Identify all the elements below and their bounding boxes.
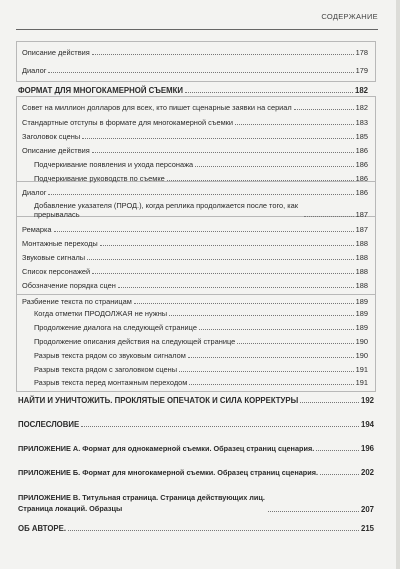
toc-entry-label: Добавление указателя (ПРОД.), когда реплика продолжается после того, как прерывалась [34, 201, 298, 219]
dot-leader [54, 231, 354, 232]
dot-leader [235, 124, 354, 125]
toc-entry-page: 186 [355, 188, 368, 197]
toc-entry-chapter[interactable] [18, 468, 374, 477]
toc-entry-label: Диалог [22, 188, 47, 197]
dot-leader [169, 315, 354, 316]
toc-entry[interactable] [22, 267, 368, 276]
dot-leader [320, 474, 359, 475]
toc-entry[interactable] [22, 48, 368, 57]
toc-entry-page: 189 [355, 297, 368, 306]
dot-leader [185, 92, 353, 93]
toc-entry-page: 186 [355, 146, 368, 155]
toc-entry-label: Подчеркивание руководств по съемке [34, 174, 165, 183]
dot-leader [92, 152, 354, 153]
toc-entry[interactable] [22, 103, 368, 112]
toc-entry-page: 190 [355, 337, 368, 346]
toc-entry-label: ОБ АВТОРЕ. [18, 524, 66, 533]
toc-entry-page: 183 [355, 118, 368, 127]
toc-entry-sub[interactable] [34, 309, 368, 318]
toc-entry-sub[interactable] [34, 174, 368, 183]
toc-entry-page: 196 [360, 444, 374, 453]
toc-entry-chapter[interactable] [18, 524, 374, 533]
toc-entry-page: 182 [354, 86, 368, 95]
toc-entry-label: Список персонажей [22, 267, 91, 276]
toc-entry-page: 188 [355, 281, 368, 290]
dot-leader [81, 426, 359, 427]
toc-entry-page: 191 [355, 378, 368, 387]
dot-leader [199, 329, 354, 330]
toc-entry-label: ПРИЛОЖЕНИЕ А. Формат для однокамерной съемки. Образец страниц сценария. [18, 444, 315, 453]
toc-entry-sub[interactable] [34, 323, 368, 332]
toc-entry-page: 182 [355, 103, 368, 112]
toc-entry-label: Когда отметки ПРОДОЛЖАЯ не нужны [34, 309, 168, 318]
toc-entry-label: ПРИЛОЖЕНИЕ Б. Формат для многокамерной съемки. Образец страниц сценария. [18, 468, 319, 477]
toc-entry-label: Совет на миллион долларов для всех, кто пишет сценарные заявки на сериал [22, 103, 292, 112]
toc-entry-label: Разрыв текста перед монтажным переходом [34, 378, 188, 387]
toc-entry-page: 215 [360, 524, 374, 533]
toc-entry-page: 188 [355, 239, 368, 248]
toc-entry-label: Обозначение порядка сцен [22, 281, 116, 290]
toc-entry-label: ПРИЛОЖЕНИЕ В. Титульная страница. Страница действующих лиц. Страница локаций. Образцы [18, 493, 265, 513]
toc-entry-label: Разбиение текста по страницам [22, 297, 132, 306]
dot-leader [316, 450, 359, 451]
toc-entry[interactable] [22, 66, 368, 75]
toc-entry-sub[interactable] [34, 201, 368, 219]
toc-entry-chapter[interactable] [18, 492, 374, 514]
toc-entry[interactable] [22, 118, 368, 127]
toc-entry-label: Продолжение диалога на следующей странице [34, 323, 197, 332]
toc-entry-label: Продолжение описания действия на следующей странице [34, 337, 236, 346]
toc-entry-label: НАЙТИ И УНИЧТОЖИТЬ. ПРОКЛЯТЫЕ ОПЕЧАТОК И СИЛА КОРРЕКТУРЫ [18, 396, 299, 405]
toc-entry-page: 186 [355, 174, 368, 183]
dot-leader [268, 511, 359, 512]
dot-leader [68, 530, 359, 531]
toc-entry[interactable] [22, 225, 368, 234]
running-header: СОДЕРЖАНИЕ [321, 12, 378, 21]
toc-entry-page: 186 [355, 160, 368, 169]
dot-leader [188, 357, 354, 358]
toc-entry-sub[interactable] [34, 365, 368, 374]
toc-entry-page: 189 [355, 323, 368, 332]
toc-entry-page: 207 [360, 505, 374, 514]
toc-entry-page: 187 [355, 210, 368, 219]
toc-entry-sub[interactable] [34, 351, 368, 360]
toc-entry-sub[interactable] [34, 378, 368, 387]
toc-entry-page: 188 [355, 267, 368, 276]
toc-entry-label: Монтажные переходы [22, 239, 98, 248]
toc-entry[interactable] [22, 297, 368, 306]
toc-entry-chapter[interactable] [18, 396, 374, 405]
toc-entry-sub[interactable] [34, 337, 368, 346]
toc-entry-page: 187 [355, 225, 368, 234]
toc-entry-label: Диалог [22, 66, 47, 75]
toc-entry-page: 202 [360, 468, 374, 477]
toc-entry-page: 190 [355, 351, 368, 360]
toc-entry-label: Ремарка [22, 225, 52, 234]
toc-entry-chapter[interactable] [18, 420, 374, 429]
dot-leader [92, 273, 354, 274]
dot-leader [87, 259, 354, 260]
toc-entry-label: Описание действия [22, 48, 90, 57]
dot-leader [237, 343, 353, 344]
toc-entry-page: 178 [355, 48, 368, 57]
toc-entry-page: 189 [355, 309, 368, 318]
toc-entry[interactable] [22, 188, 368, 197]
toc-entry-label: ПОСЛЕСЛОВИЕ [18, 420, 80, 429]
dot-leader [134, 303, 354, 304]
dot-leader [300, 402, 359, 403]
dot-leader [82, 138, 354, 139]
dot-leader [48, 194, 353, 195]
toc-entry-sub[interactable] [34, 160, 368, 169]
toc-entry-chapter[interactable] [18, 86, 368, 95]
toc-entry-label: Заголовок сцены [22, 132, 81, 141]
toc-entry-page: 179 [355, 66, 368, 75]
toc-entry[interactable] [22, 281, 368, 290]
page-edge-shadow [396, 0, 400, 569]
toc-entry-label: Разрыв текста рядом с заголовком сцены [34, 365, 178, 374]
toc-entry-chapter[interactable] [18, 444, 374, 453]
toc-entry[interactable] [22, 239, 368, 248]
toc-entry-page: 185 [355, 132, 368, 141]
toc-entry-page: 191 [355, 365, 368, 374]
toc-entry-label: ФОРМАТ ДЛЯ МНОГОКАМЕРНОЙ СЪЕМКИ [18, 86, 183, 95]
toc-entry-label: Описание действия [22, 146, 90, 155]
dot-leader [304, 216, 354, 217]
dot-leader [195, 166, 353, 167]
toc-entry[interactable] [22, 253, 368, 262]
toc-entry[interactable] [22, 146, 368, 155]
dot-leader [100, 245, 354, 246]
dot-leader [294, 109, 354, 110]
toc-entry[interactable] [22, 132, 368, 141]
dot-leader [179, 371, 354, 372]
dot-leader [167, 180, 354, 181]
dot-leader [189, 384, 353, 385]
toc-entry-page: 192 [360, 396, 374, 405]
toc-entry-label: Разрыв текста рядом со звуковым сигналом [34, 351, 186, 360]
dot-leader [118, 287, 354, 288]
toc-entry-page: 188 [355, 253, 368, 262]
toc-entry-label: Стандартные отступы в формате для многокамерной съемки [22, 118, 234, 127]
dot-leader [92, 54, 354, 55]
toc-entry-label: Звуковые сигналы [22, 253, 86, 262]
toc-entry-page: 194 [360, 420, 374, 429]
toc-entry-label: Подчеркивание появления и ухода персонажа [34, 160, 194, 169]
dot-leader [48, 72, 353, 73]
